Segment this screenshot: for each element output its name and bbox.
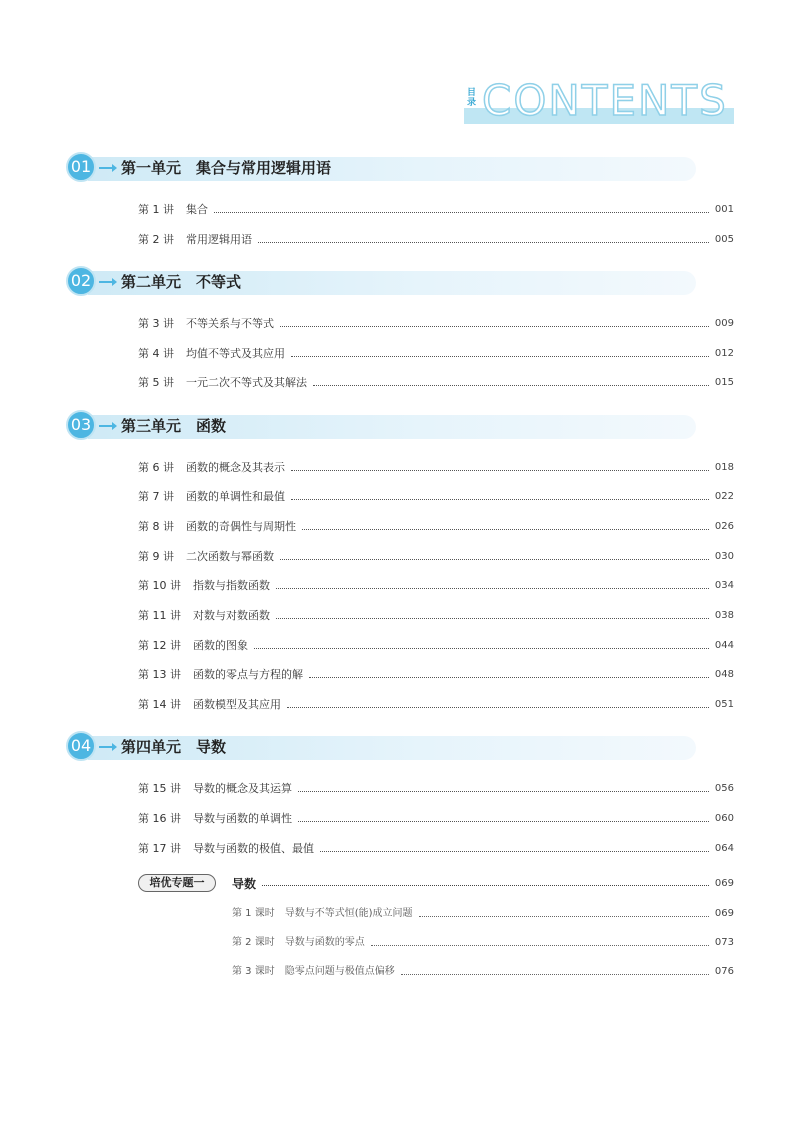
arrow-icon xyxy=(99,746,113,748)
unit-title: 第一单元 集合与常用逻辑用语 xyxy=(121,159,332,177)
dot-leader xyxy=(214,212,709,213)
page-number: 018 xyxy=(714,462,734,473)
unit-header-3[interactable] xyxy=(66,410,698,442)
lecture-number: 第 14 讲 xyxy=(138,698,181,711)
lecture-number: 第 8 讲 xyxy=(138,520,174,533)
lecture-number: 第 1 讲 xyxy=(138,203,174,216)
unit-number-badge: 03 xyxy=(66,410,96,440)
lesson-number: 第 2 课时 xyxy=(232,937,275,948)
toc-entry[interactable] xyxy=(138,549,734,565)
dot-leader xyxy=(313,385,709,386)
lecture-title: 函数的单调性和最值 xyxy=(186,490,285,503)
dot-leader xyxy=(401,974,709,975)
contents-logo xyxy=(464,76,734,126)
special-topic-entry[interactable] xyxy=(138,873,734,893)
page-number: 005 xyxy=(714,234,734,245)
dot-leader xyxy=(309,677,709,678)
toc-entry[interactable] xyxy=(138,667,734,683)
lecture-title: 导数与函数的极值、最值 xyxy=(193,842,314,855)
page-number: 026 xyxy=(714,521,734,532)
unit-header-1[interactable] xyxy=(66,152,698,184)
page-number: 076 xyxy=(714,966,734,977)
lesson-entry[interactable] xyxy=(232,964,734,980)
lecture-title: 集合 xyxy=(186,203,208,216)
page-number: 015 xyxy=(714,377,734,388)
toc-entry[interactable] xyxy=(138,638,734,654)
logo-contents: CONTENTS xyxy=(482,76,728,125)
lecture-number: 第 5 讲 xyxy=(138,376,174,389)
dot-leader xyxy=(298,791,709,792)
page-number: 069 xyxy=(714,877,734,889)
unit-title: 第四单元 导数 xyxy=(121,738,227,756)
lecture-title: 函数的概念及其表示 xyxy=(186,461,285,474)
page-number: 048 xyxy=(714,669,734,680)
lecture-title: 函数的奇偶性与周期性 xyxy=(186,520,296,533)
lecture-title: 不等关系与不等式 xyxy=(186,317,274,330)
arrow-icon xyxy=(99,425,113,427)
dot-leader xyxy=(262,885,709,886)
page-number: 044 xyxy=(714,640,734,651)
dot-leader xyxy=(276,618,709,619)
page-number: 022 xyxy=(714,491,734,502)
page-number: 001 xyxy=(714,204,734,215)
toc-entry[interactable] xyxy=(138,375,734,391)
lecture-title: 指数与指数函数 xyxy=(193,579,270,592)
toc-entry[interactable] xyxy=(138,578,734,594)
lesson-number: 第 1 课时 xyxy=(232,908,275,919)
dot-leader xyxy=(302,529,709,530)
lecture-title: 导数与函数的单调性 xyxy=(193,812,292,825)
lesson-entry[interactable] xyxy=(232,906,734,922)
page-number: 056 xyxy=(714,783,734,794)
toc-entry[interactable] xyxy=(138,781,734,797)
page-number: 038 xyxy=(714,610,734,621)
toc-entry[interactable] xyxy=(138,811,734,827)
toc-entry[interactable] xyxy=(138,232,734,248)
toc-entry[interactable] xyxy=(138,697,734,713)
lecture-number: 第 9 讲 xyxy=(138,550,174,563)
page-number: 064 xyxy=(714,843,734,854)
lecture-title: 函数的图象 xyxy=(193,639,248,652)
dot-leader xyxy=(258,242,709,243)
unit-header-4[interactable] xyxy=(66,731,698,763)
lecture-number: 第 16 讲 xyxy=(138,812,181,825)
dot-leader xyxy=(280,326,709,327)
dot-leader xyxy=(419,916,709,917)
dot-leader xyxy=(371,945,709,946)
page-number: 009 xyxy=(714,318,734,329)
dot-leader xyxy=(287,707,709,708)
toc-entry[interactable] xyxy=(138,608,734,624)
dot-leader xyxy=(298,821,709,822)
unit-header-2[interactable] xyxy=(66,266,698,298)
dot-leader xyxy=(291,470,709,471)
lecture-title: 对数与对数函数 xyxy=(193,609,270,622)
lesson-title: 导数与函数的零点 xyxy=(284,937,365,948)
unit-number-badge: 04 xyxy=(66,731,96,761)
dot-leader xyxy=(291,499,709,500)
special-topic-title: 导数 xyxy=(232,876,257,891)
toc-entry[interactable] xyxy=(138,460,734,476)
lesson-entry[interactable] xyxy=(232,935,734,951)
toc-entry[interactable] xyxy=(138,316,734,332)
page-number: 030 xyxy=(714,551,734,562)
dot-leader xyxy=(291,356,709,357)
toc-entry[interactable] xyxy=(138,519,734,535)
lecture-number: 第 15 讲 xyxy=(138,782,181,795)
unit-title: 第二单元 不等式 xyxy=(121,273,242,291)
arrow-icon xyxy=(99,167,113,169)
lecture-number: 第 7 讲 xyxy=(138,490,174,503)
toc-entry[interactable] xyxy=(138,202,734,218)
lecture-title: 常用逻辑用语 xyxy=(186,233,252,246)
lesson-title: 导数与不等式恒(能)成立问题 xyxy=(284,908,413,919)
special-topic-badge: 培优专题一 xyxy=(138,874,216,892)
page-number: 051 xyxy=(714,699,734,710)
lecture-title: 二次函数与幂函数 xyxy=(186,550,274,563)
toc-entry[interactable] xyxy=(138,489,734,505)
page-number: 060 xyxy=(714,813,734,824)
lesson-number: 第 3 课时 xyxy=(232,966,275,977)
dot-leader xyxy=(254,648,709,649)
page-number: 012 xyxy=(714,348,734,359)
toc-entry[interactable] xyxy=(138,346,734,362)
lecture-number: 第 2 讲 xyxy=(138,233,174,246)
toc-entry[interactable] xyxy=(138,841,734,857)
lecture-number: 第 6 讲 xyxy=(138,461,174,474)
lecture-number: 第 17 讲 xyxy=(138,842,181,855)
lecture-title: 一元二次不等式及其解法 xyxy=(186,376,307,389)
dot-leader xyxy=(320,851,709,852)
lesson-title: 隐零点问题与极值点偏移 xyxy=(284,966,395,977)
lecture-number: 第 11 讲 xyxy=(138,609,181,622)
lecture-title: 导数的概念及其运算 xyxy=(193,782,292,795)
lecture-title: 函数的零点与方程的解 xyxy=(193,668,303,681)
dot-leader xyxy=(276,588,709,589)
page-number: 073 xyxy=(714,937,734,948)
lecture-title: 均值不等式及其应用 xyxy=(186,347,285,360)
page-number: 069 xyxy=(714,908,734,919)
unit-number-badge: 02 xyxy=(66,266,96,296)
page-number: 034 xyxy=(714,580,734,591)
lecture-number: 第 13 讲 xyxy=(138,668,181,681)
dot-leader xyxy=(280,559,709,560)
lecture-number: 第 3 讲 xyxy=(138,317,174,330)
lecture-number: 第 10 讲 xyxy=(138,579,181,592)
unit-title: 第三单元 函数 xyxy=(121,417,227,435)
arrow-icon xyxy=(99,281,113,283)
logo-mulu: 目录 xyxy=(464,88,479,108)
lecture-number: 第 4 讲 xyxy=(138,347,174,360)
lecture-title: 函数模型及其应用 xyxy=(193,698,281,711)
lecture-number: 第 12 讲 xyxy=(138,639,181,652)
unit-number-badge: 01 xyxy=(66,152,96,182)
